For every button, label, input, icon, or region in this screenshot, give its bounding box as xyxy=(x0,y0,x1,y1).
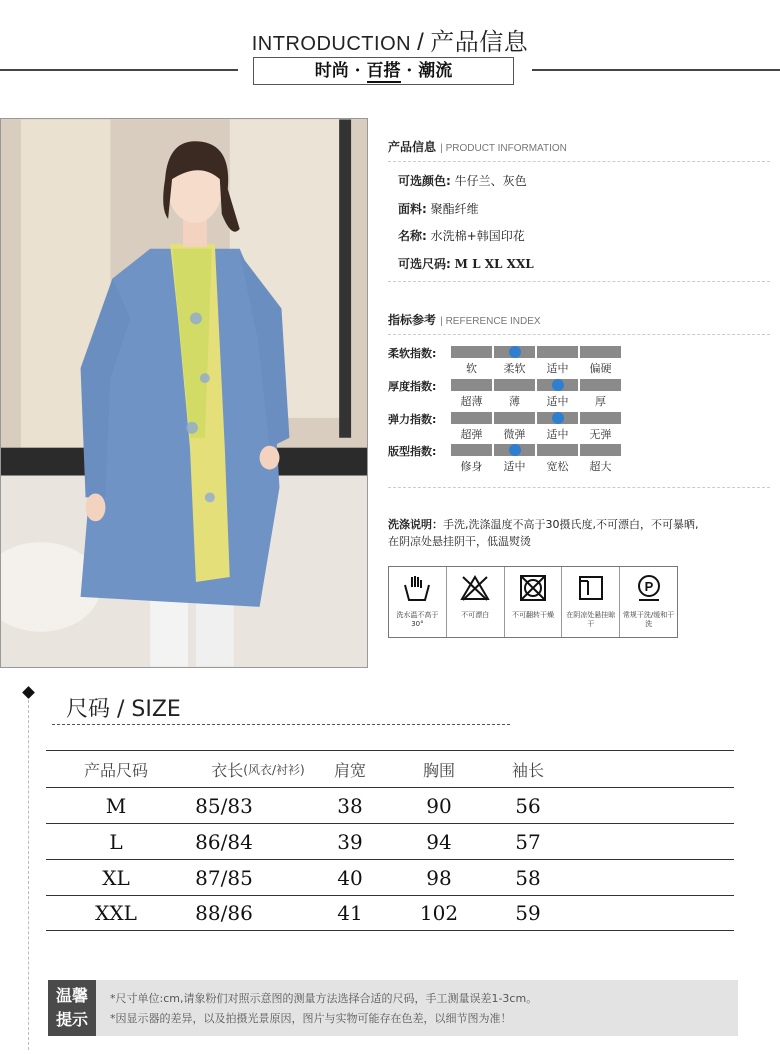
reference-heading xyxy=(388,311,541,328)
header-rule-right xyxy=(532,69,780,71)
index-selected-marker xyxy=(552,412,564,424)
index-option-label: 厚 xyxy=(595,395,606,408)
tag-trendy: 潮流 xyxy=(418,61,453,81)
reference-title: 指标参考 xyxy=(388,313,437,327)
index-option-label: 偏硬 xyxy=(589,362,612,375)
table-row xyxy=(46,787,734,823)
index-selected-marker xyxy=(509,444,521,456)
wash-line-2: 在阴凉处悬挂阴干，低温熨烫 xyxy=(388,535,531,548)
index-bar xyxy=(580,346,621,358)
care-cell xyxy=(447,567,505,637)
cell-chest: 94 xyxy=(426,829,452,854)
tag-versatile: 百搭 xyxy=(366,61,401,81)
notice-tag xyxy=(48,980,96,1036)
table-row xyxy=(46,823,734,859)
index-option-label: 适中 xyxy=(546,362,569,375)
info-value: 水洗棉+韩国印花 xyxy=(430,229,525,243)
notice-tag-line-1: 温馨 xyxy=(55,986,88,1005)
index-selected-marker xyxy=(509,346,521,358)
no-bleach-icon xyxy=(460,573,490,603)
info-row-name xyxy=(398,227,525,244)
cell-size: XL xyxy=(102,865,130,890)
svg-text:P: P xyxy=(644,579,653,594)
index-option-label: 适中 xyxy=(503,460,526,473)
index-bar xyxy=(537,346,578,358)
cell-shoulder: 39 xyxy=(337,829,363,854)
notice-line-1: *尺寸单位:cm,请象粉们对照示意图的测量方法选择合适的尺码，手工测量误差1-3cm。 xyxy=(110,992,538,1005)
index-option-label: 适中 xyxy=(546,428,569,441)
index-bar xyxy=(451,444,492,456)
title-slash: / xyxy=(417,29,425,56)
care-cell xyxy=(562,567,620,637)
info-row-fabric xyxy=(398,200,479,217)
tag-fashion: 时尚 xyxy=(314,61,349,81)
header-length-label: 衣长 xyxy=(211,760,244,780)
size-table-body xyxy=(46,787,734,931)
header-size: 产品尺码 xyxy=(83,760,148,780)
divider xyxy=(52,724,510,725)
page-title xyxy=(0,22,780,57)
index-selected-marker xyxy=(552,379,564,391)
index-bar xyxy=(494,412,535,424)
cell-sleeve: 59 xyxy=(515,901,541,925)
info-value: 牛仔兰、灰色 xyxy=(454,174,527,188)
info-value: M L XL XXL xyxy=(454,257,534,271)
info-label: 面料: xyxy=(398,202,427,216)
wash-instructions xyxy=(388,516,773,550)
reference-subtitle: | REFERENCE INDEX xyxy=(440,316,541,327)
cell-chest: 98 xyxy=(426,865,452,890)
guide-line xyxy=(28,700,29,1050)
cell-length: 85/83 xyxy=(195,793,253,818)
index-option-label: 软 xyxy=(466,362,477,375)
cell-chest: 102 xyxy=(419,901,459,925)
table-row xyxy=(46,895,734,931)
index-bar xyxy=(537,444,578,456)
info-row-sizes xyxy=(398,255,534,272)
index-bar xyxy=(580,412,621,424)
no-tumble-dry-icon xyxy=(518,573,548,603)
size-section-title: 尺码 / SIZE xyxy=(66,697,181,722)
index-bar xyxy=(580,444,621,456)
cell-length: 88/86 xyxy=(195,901,253,925)
diamond-bullet-icon xyxy=(22,686,35,699)
index-label: 版型指数: xyxy=(388,445,437,458)
cell-size: L xyxy=(109,829,123,854)
index-bar xyxy=(451,346,492,358)
header-sleeve: 袖长 xyxy=(511,760,544,780)
index-option-label: 修身 xyxy=(460,460,483,473)
care-cell xyxy=(505,567,563,637)
divider xyxy=(388,281,770,282)
index-option-label: 超弹 xyxy=(460,428,483,441)
info-value: 聚酯纤维 xyxy=(430,202,479,216)
cell-size: M xyxy=(105,793,127,818)
cell-length: 86/84 xyxy=(195,829,253,854)
model-illustration xyxy=(1,119,367,667)
info-label: 可选尺码: xyxy=(398,257,451,271)
index-option-label: 超大 xyxy=(589,460,612,473)
divider xyxy=(388,487,770,488)
cell-chest: 90 xyxy=(426,793,452,818)
cell-sleeve: 58 xyxy=(515,865,541,890)
index-option-label: 无弹 xyxy=(589,428,612,441)
title-english: INTRODUCTION xyxy=(251,33,412,55)
cell-sleeve: 56 xyxy=(515,793,541,818)
info-label: 可选颜色: xyxy=(398,174,451,188)
cell-shoulder: 40 xyxy=(337,865,363,890)
index-option-label: 宽松 xyxy=(546,460,569,473)
index-bar xyxy=(580,379,621,391)
tag-separator: · xyxy=(406,61,413,81)
index-option-label: 微弹 xyxy=(503,428,526,441)
cell-size: XXL xyxy=(95,901,137,925)
care-text: 不可漂白 xyxy=(461,611,490,619)
index-bar xyxy=(494,379,535,391)
wash-line-1: 手洗,洗涤温度不高于30摄氏度,不可漂白，不可暴晒, xyxy=(443,518,699,531)
wash-label: 洗涤说明： xyxy=(388,518,443,531)
size-table xyxy=(46,750,734,931)
title-chinese: 产品信息 xyxy=(430,28,529,56)
index-label: 弹力指数: xyxy=(388,413,437,426)
product-info-title: 产品信息 xyxy=(388,140,437,154)
care-text: 常规干洗/缓和干洗 xyxy=(622,611,675,628)
info-label: 名称: xyxy=(398,229,427,243)
divider xyxy=(388,334,770,335)
header-tagline-box xyxy=(253,57,514,85)
index-bar xyxy=(451,379,492,391)
header-length xyxy=(188,751,328,787)
care-symbols-panel xyxy=(388,566,678,638)
hand-wash-icon xyxy=(402,573,432,603)
size-table-header xyxy=(46,750,734,787)
cell-sleeve: 57 xyxy=(515,829,541,854)
product-photo xyxy=(0,118,368,668)
notice-line-2: *因显示器的差异，以及拍摄光景原因，图片与实物可能存在色差，以细节图为准！ xyxy=(110,1012,512,1025)
care-text: 在阴凉处悬挂晾干 xyxy=(566,611,616,628)
divider xyxy=(388,161,770,162)
index-label: 厚度指数: xyxy=(388,380,437,393)
product-info-subtitle: | PRODUCT INFORMATION xyxy=(440,143,567,154)
header-length-note: (风衣/衬衫) xyxy=(243,762,305,777)
index-option-label: 柔软 xyxy=(503,362,526,375)
care-text: 不可翻转干燥 xyxy=(511,611,554,619)
index-bar xyxy=(451,412,492,424)
index-label: 柔软指数: xyxy=(388,347,437,360)
line-dry-shade-icon xyxy=(576,573,606,603)
tag-separator: · xyxy=(354,61,361,81)
table-row xyxy=(46,859,734,895)
care-text: 洗水温不高于30° xyxy=(396,611,439,628)
notice-tag-line-2: 提示 xyxy=(55,1010,88,1029)
header-chest: 胸围 xyxy=(422,760,455,780)
index-option-label: 薄 xyxy=(509,395,520,408)
header-rule-left xyxy=(0,69,238,71)
cell-length: 87/85 xyxy=(195,865,253,890)
info-row-color xyxy=(398,172,527,189)
product-info-heading xyxy=(388,138,567,155)
dry-clean-p-icon xyxy=(634,573,664,603)
notice-text xyxy=(110,989,537,1029)
care-cell xyxy=(620,567,677,637)
index-option-label: 超薄 xyxy=(460,395,483,408)
care-cell xyxy=(389,567,447,637)
cell-shoulder: 38 xyxy=(337,793,363,818)
notice-box xyxy=(48,980,738,1036)
index-option-label: 适中 xyxy=(546,395,569,408)
cell-shoulder: 41 xyxy=(337,901,363,925)
header-shoulder: 肩宽 xyxy=(333,760,366,780)
